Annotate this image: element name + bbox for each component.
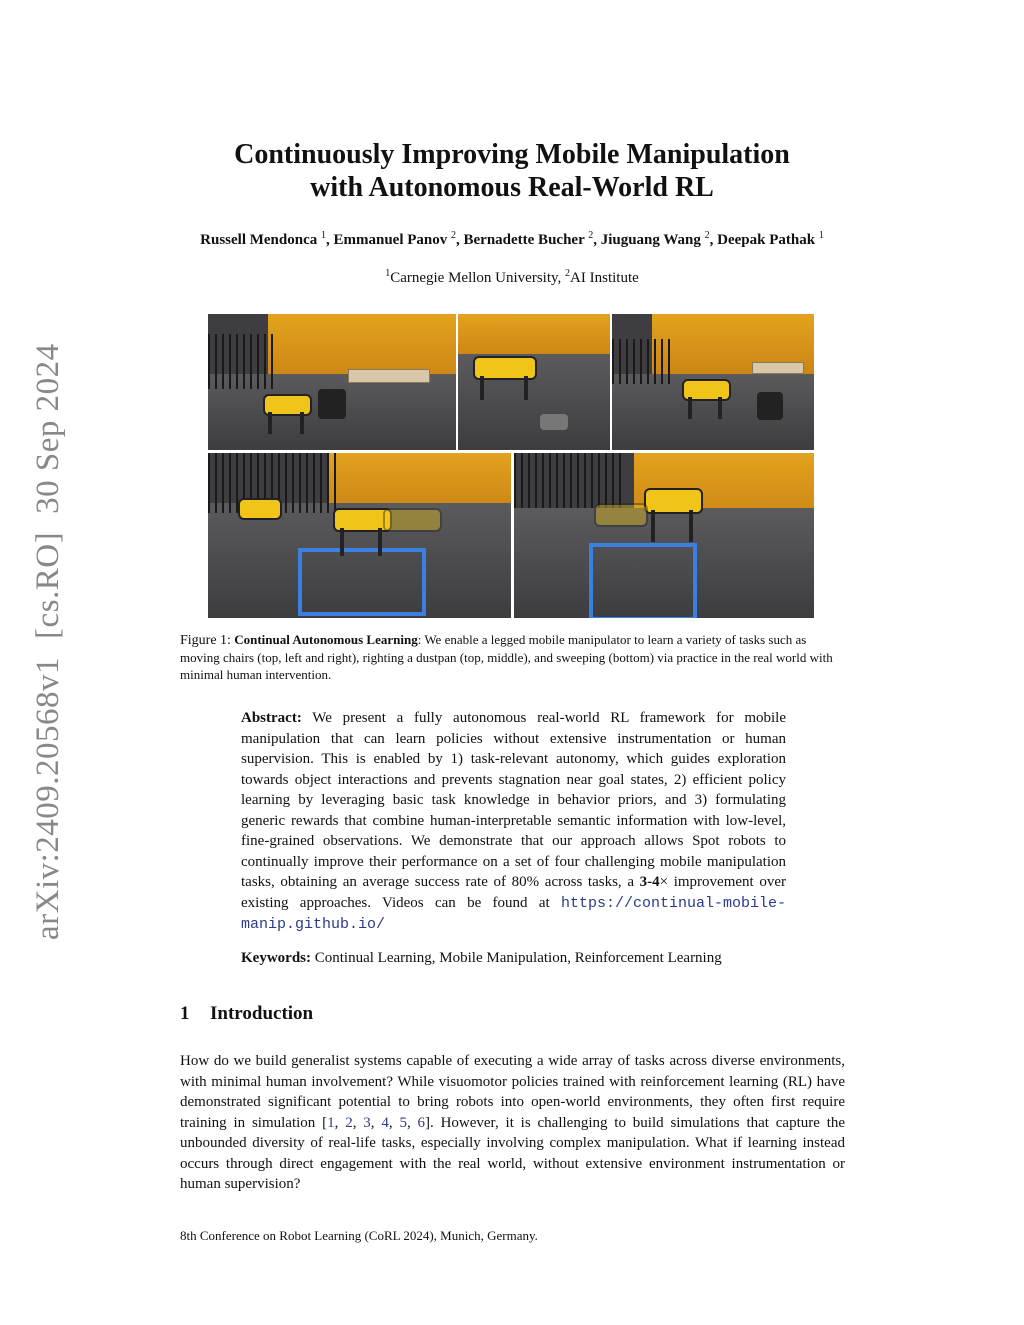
citation-link[interactable]: 5 xyxy=(399,1114,407,1131)
abstract-label: Abstract: xyxy=(241,710,302,726)
author: Deepak Pathak xyxy=(717,232,816,248)
abstract-bold: 3-4 xyxy=(639,874,660,890)
citation-link[interactable]: 3 xyxy=(363,1114,371,1131)
paper-title xyxy=(0,138,1024,204)
arxiv-category: [cs.RO] xyxy=(30,531,66,639)
keywords-text: Continual Learning, Mobile Manipulation, Reinforcement Learning xyxy=(311,950,722,966)
author-affiliation: 2 xyxy=(451,230,456,241)
intro-paragraph: How do we build generalist systems capable of executing a wide array of tasks across diverse environments, with minimal human involvement? While visuomotor policies trained with reinforcement learning (RL) have demonstrated significant potential to bring robots into open-world environments, they often first require training in simulation [1, 2, 3, 4, 5, 6]. However, it is challenging to build simulations that capture the unbounded diversity of real-life tasks, especially involving complex manipulation. What if learning instead occurs through direct engagement with the real world, without extensive environment instrumentation or human supervision? xyxy=(180,1053,846,1192)
keywords-label: Keywords: xyxy=(241,950,311,966)
citation-link[interactable]: 6 xyxy=(417,1114,426,1131)
figure-photo-chair-left xyxy=(208,314,456,450)
arxiv-stamp xyxy=(30,340,67,940)
author: Emmanuel Panov xyxy=(333,232,448,248)
title-line-2: with Autonomous Real-World RL xyxy=(310,172,714,203)
arxiv-id: arXiv:2409.20568v1 xyxy=(30,656,66,940)
abstract-text-2: × improvement over existing approaches. Videos can be found at xyxy=(241,874,787,911)
affiliations: $^1$Carnegie Mellon University, $^2$AI Institute xyxy=(385,268,639,286)
section-number: 1 xyxy=(180,1003,190,1024)
affiliation-ai-institute: AI Institute xyxy=(570,270,639,286)
figure-caption xyxy=(180,631,848,683)
affiliation-cmu: Carnegie Mellon University, xyxy=(390,270,562,286)
author-affiliation: 1 xyxy=(818,230,824,241)
author: Russell Mendonca xyxy=(200,232,318,248)
author-affiliation: 2 xyxy=(588,230,594,241)
conference-footer: 8th Conference on Robot Learning (CoRL 2024), Munich, Germany. xyxy=(180,1228,538,1243)
author: Jiuguang Wang xyxy=(600,232,701,248)
arxiv-date: 30 Sep 2024 xyxy=(30,343,66,514)
figure-caption-text: : We enable a legged mobile manipulator to learn a variety of tasks such as moving chairs (top, left and right), righting a dustpan (top, middle), and sweeping (bottom) via practice in the real world with minimal human intervention. xyxy=(180,632,833,682)
author-affiliation: 1 xyxy=(320,230,326,241)
citation-link[interactable]: 2 xyxy=(345,1114,353,1131)
project-url-link[interactable]: https://continual-mobile-manip.github.io/ xyxy=(241,894,786,933)
section-heading xyxy=(180,1003,313,1025)
keywords xyxy=(241,950,786,967)
author-list: Russell Mendonca $^1$, Emmanuel Panov $^2$, Bernadette Bucher $^2$, Jiuguang Wang $^2$, Deepak Pathak $^1$ xyxy=(200,230,824,248)
figure-caption-title: Continual Autonomous Learning xyxy=(234,632,418,647)
author-affiliation: 2 xyxy=(704,230,710,241)
citation-link[interactable]: 4 xyxy=(381,1114,389,1131)
title-line-1: Continuously Improving Mobile Manipulation xyxy=(234,139,790,170)
citation-link[interactable]: 1 xyxy=(327,1114,335,1131)
section-title: Introduction xyxy=(210,1003,314,1024)
author: Bernadette Bucher xyxy=(463,232,585,248)
figure-photo-sweep-right xyxy=(514,453,814,618)
abstract-text: We present a fully autonomous real-world RL framework for mobile manipulation that can learn policies without extensive instrumentation or human supervision. This is enabled by 1) task-relevant autonomy, which guides exploration towards object interactions and prevents stagnation near goal states, 2) efficient policy learning by leveraging basic task knowledge in behavior priors, and 3) formulating generic rewards that combine human-interpretable semantic information with low-level, fine-grained observations. We demonstrate that our approach allows Spot robots to continually improve their performance on a set of four challenging mobile manipulation tasks, obtaining an average success rate of 80% across tasks, a xyxy=(241,710,786,890)
abstract xyxy=(241,708,786,936)
figure-photo-chair-right xyxy=(612,314,814,450)
figure-photo-dustpan xyxy=(458,314,610,450)
figure-label: Figure 1: xyxy=(180,633,231,648)
figure-photo-sweep-left xyxy=(208,453,511,618)
